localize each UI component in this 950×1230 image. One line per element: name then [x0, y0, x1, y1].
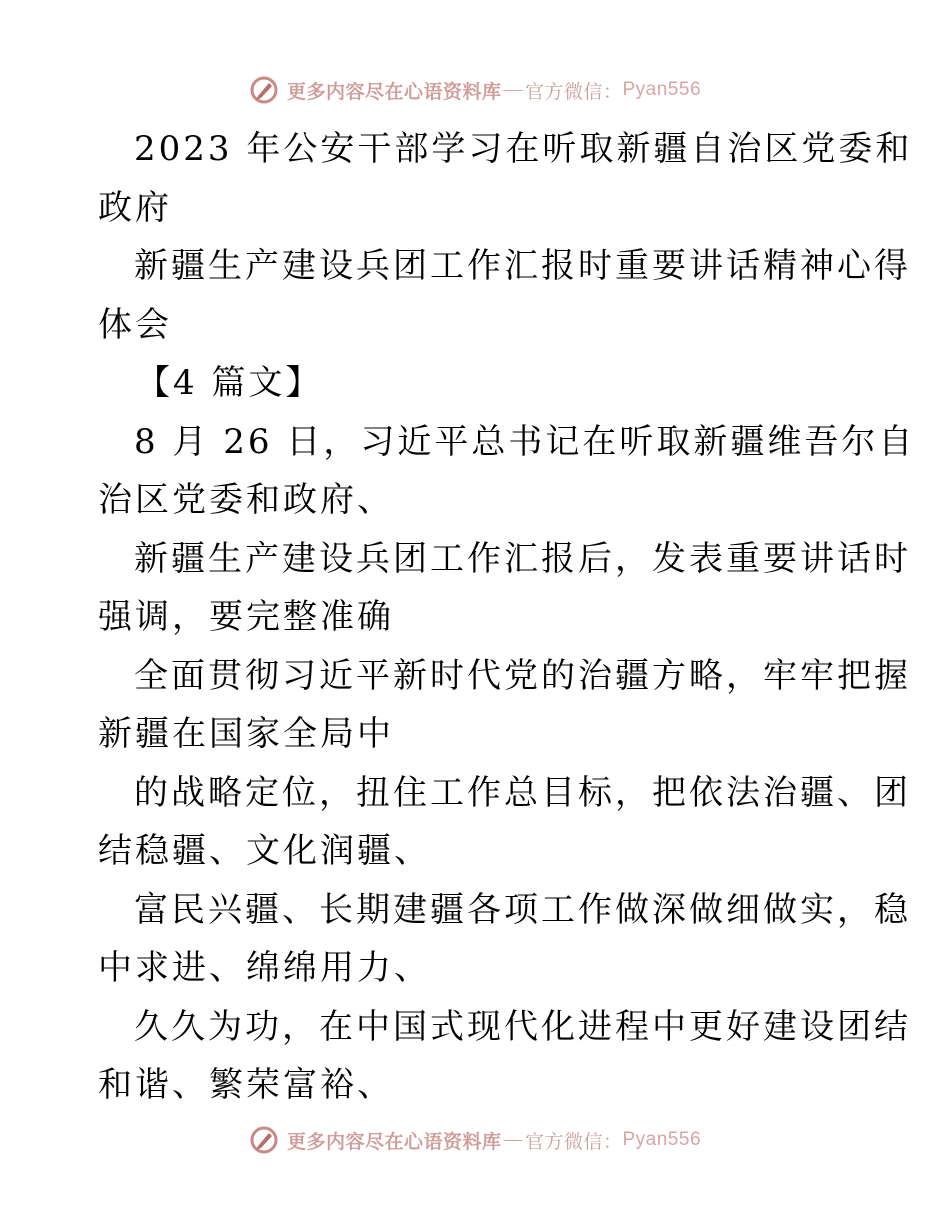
watermark-separator: — [503, 1129, 523, 1150]
text-line: 体会 [98, 304, 172, 345]
watermark-main-text: 更多内容尽在心语资料库 [286, 81, 502, 103]
text-line: 8 月 26 日，习近平总书记在听取新疆维吾尔自 [134, 421, 916, 462]
watermark-banner-top [0, 70, 950, 110]
text-line: 政府 [98, 187, 172, 228]
text-line: 富民兴疆、长期建疆各项工作做深做细做实，稳 [134, 889, 911, 930]
document-body [98, 120, 916, 1115]
watermark-separator: — [503, 79, 523, 100]
text-line: 全面贯彻习近平新时代党的治疆方略，牢牢把握 [134, 655, 911, 696]
pen-logo-icon [249, 75, 279, 105]
text-line: 新疆生产建设兵团工作汇报后，发表重要讲话时 [134, 538, 911, 579]
watermark-sub-text: 官方微信： [524, 1131, 623, 1153]
text-line: 2023 年公安干部学习在听取新疆自治区党委和 [134, 129, 913, 169]
text-line: 强调，要完整准确 [98, 597, 394, 637]
watermark-wechat-id: Pyan556 [622, 79, 702, 100]
text-line: 新疆在国家全局中 [98, 714, 394, 754]
text-line: 结稳疆、文化润疆、 [98, 831, 431, 871]
watermark-main-text: 更多内容尽在心语资料库 [286, 1131, 502, 1153]
text-line: 治区党委和政府、 [98, 480, 394, 520]
text-line: 【4 篇文】 [136, 363, 323, 403]
watermark-banner-bottom [0, 1120, 950, 1160]
watermark-sub-text: 官方微信： [524, 81, 623, 103]
text-line: 和谐、繁荣富裕、 [98, 1065, 394, 1105]
text-line: 久久为功，在中国式现代化进程中更好建设团结 [134, 1006, 911, 1047]
text-line: 的战略定位，扭住工作总目标，把依法治疆、团 [134, 772, 911, 813]
watermark-wechat-id: Pyan556 [622, 1129, 702, 1150]
pen-logo-icon [249, 1125, 279, 1155]
text-line: 新疆生产建设兵团工作汇报时重要讲话精神心得 [134, 246, 911, 286]
text-line: 中求进、绵绵用力、 [98, 948, 431, 988]
